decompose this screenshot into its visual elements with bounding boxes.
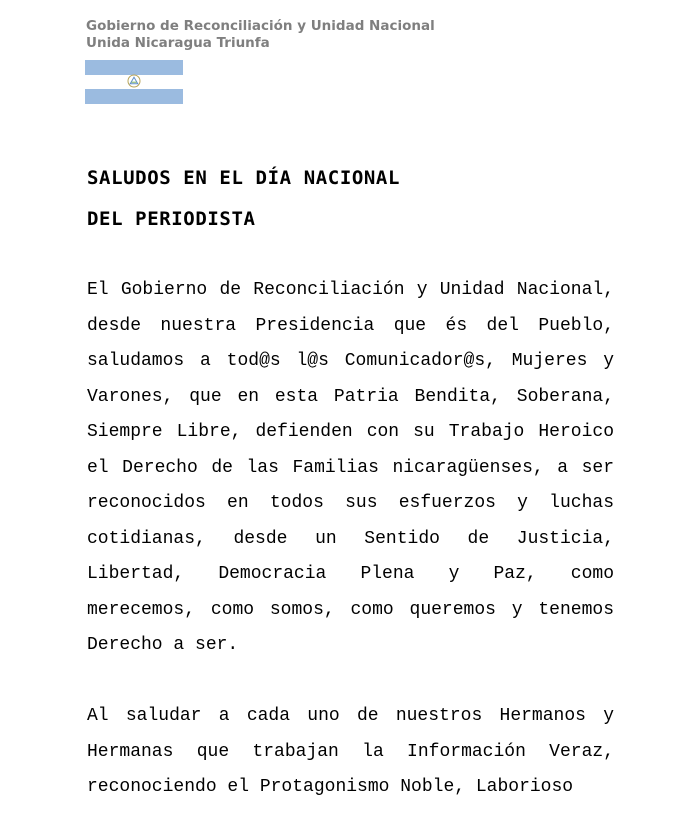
title-line-1: SALUDOS EN EL DÍA NACIONAL [87, 167, 401, 189]
flag-top-band [85, 60, 183, 75]
body-paragraph-1: El Gobierno de Reconciliación y Unidad Nacional, desde nuestra Presidencia que és del Pueblo, saludamos a tod@s l@s Comunicador@s, Mujeres y Varones, que en esta Patria Bendita, Soberana, Siempre Libre, defienden con su Trabajo Heroico el Derecho de las Familias nicaragüenses, a ser reconocidos en todos sus esfuerzos y luchas cotidianas, desde un Sentido de Justicia, Libertad, Democracia Plena y Paz, como merecemos, como somos, como queremos y tenemos Derecho a ser. [87, 280, 614, 655]
flag-bottom-band [85, 89, 183, 104]
coat-of-arms-icon [127, 74, 141, 88]
letterhead-government-name: Gobierno de Reconciliación y Unidad Nacional [86, 18, 435, 34]
page-title [87, 158, 400, 240]
title-line-2: DEL PERIODISTA [87, 208, 256, 230]
nicaragua-flag-icon [85, 60, 183, 104]
letterhead [86, 18, 435, 52]
body-paragraph-2: Al saludar a cada uno de nuestros Hermanos y Hermanas que trabajan la Información Veraz, reconociendo el Protagonismo Noble, Laborioso [87, 706, 614, 797]
letterhead-slogan: Unida Nicaragua Triunfa [86, 35, 270, 51]
